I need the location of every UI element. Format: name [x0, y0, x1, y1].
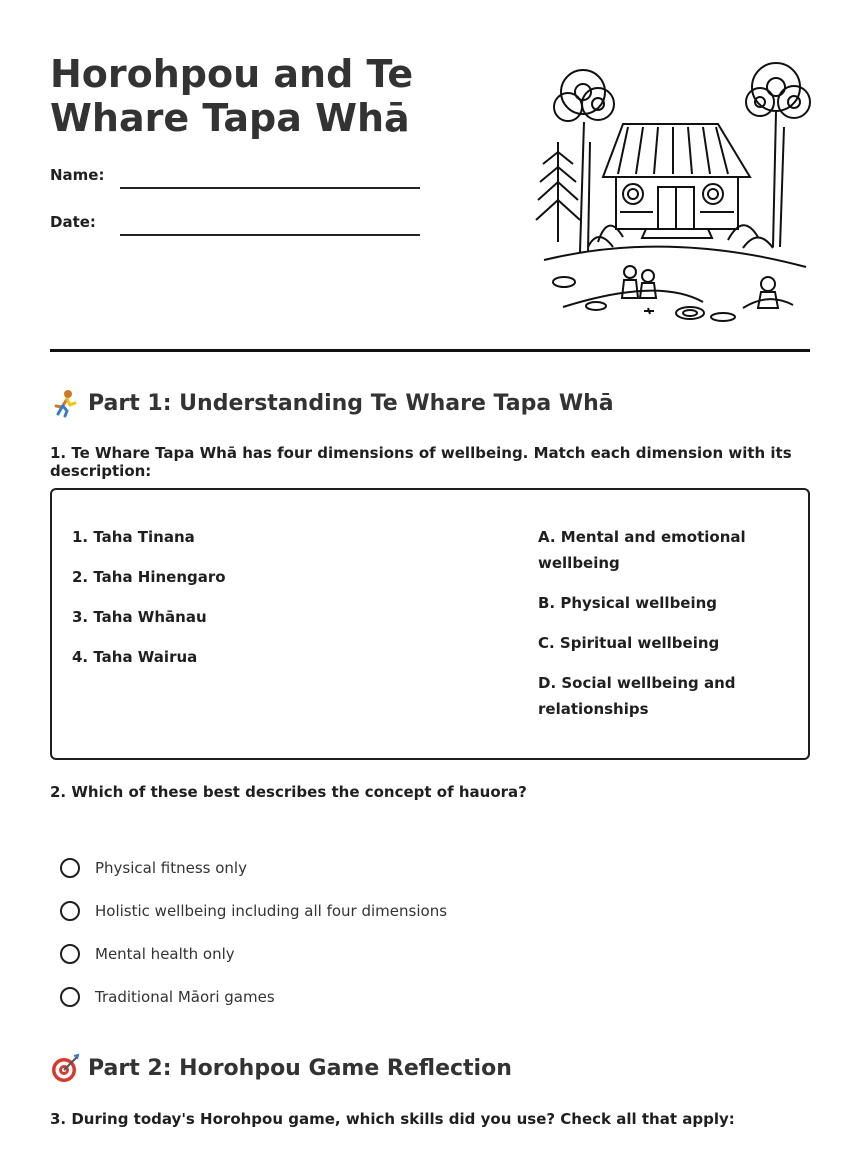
option-label: Physical fitness only: [95, 858, 247, 877]
part2-title: Part 2: Horohpou Game Reflection: [88, 1055, 512, 1081]
description-item: A. Mental and emotional wellbeing: [538, 528, 746, 572]
question-1-text: 1. Te Whare Tapa Whā has four dimensions of wellbeing. Match each dimension with its description:: [50, 444, 792, 480]
dart-target-emoji-icon: [50, 1053, 80, 1083]
description-item: D. Social wellbeing and relationships: [538, 674, 736, 718]
descriptions-list: [538, 524, 753, 736]
radio-button[interactable]: [60, 944, 80, 964]
part2-heading: [50, 1053, 512, 1083]
radio-option[interactable]: [60, 846, 447, 889]
page-title: Horohpou and Te Whare Tapa Whā: [50, 52, 414, 140]
radio-option[interactable]: [60, 975, 447, 1018]
matching-box: [50, 488, 810, 760]
question-2-options: [60, 846, 447, 1018]
dimension-item: 3. Taha Whānau: [72, 608, 207, 626]
name-field[interactable]: [120, 187, 420, 189]
name-label: Name:: [50, 166, 105, 184]
option-label: Holistic wellbeing including all four dimensions: [95, 901, 448, 920]
part1-heading: [50, 388, 614, 418]
option-label: Mental health only: [95, 944, 235, 963]
radio-button[interactable]: [60, 858, 80, 878]
wharenui-illustration: [528, 52, 812, 326]
date-field[interactable]: [120, 234, 420, 236]
description-item: C. Spiritual wellbeing: [538, 634, 720, 652]
option-label: Traditional Māori games: [95, 987, 275, 1006]
radio-option[interactable]: [60, 889, 447, 932]
date-label: Date:: [50, 213, 96, 231]
radio-option[interactable]: [60, 932, 447, 975]
part1-title: Part 1: Understanding Te Whare Tapa Whā: [88, 390, 614, 416]
section-divider: [50, 349, 810, 352]
dimension-item: 4. Taha Wairua: [72, 648, 198, 666]
dimension-item: 2. Taha Hinengaro: [72, 568, 226, 586]
dimensions-list: [72, 524, 226, 684]
radio-button[interactable]: [60, 987, 80, 1007]
question-2-text: 2. Which of these best describes the concept of hauora?: [50, 783, 527, 801]
question-3-text: 3. During today's Horohpou game, which skills did you use? Check all that apply:: [50, 1110, 735, 1128]
description-item: B. Physical wellbeing: [538, 594, 718, 612]
radio-button[interactable]: [60, 901, 80, 921]
dimension-item: 1. Taha Tinana: [72, 528, 195, 546]
runner-emoji-icon: [50, 388, 80, 418]
